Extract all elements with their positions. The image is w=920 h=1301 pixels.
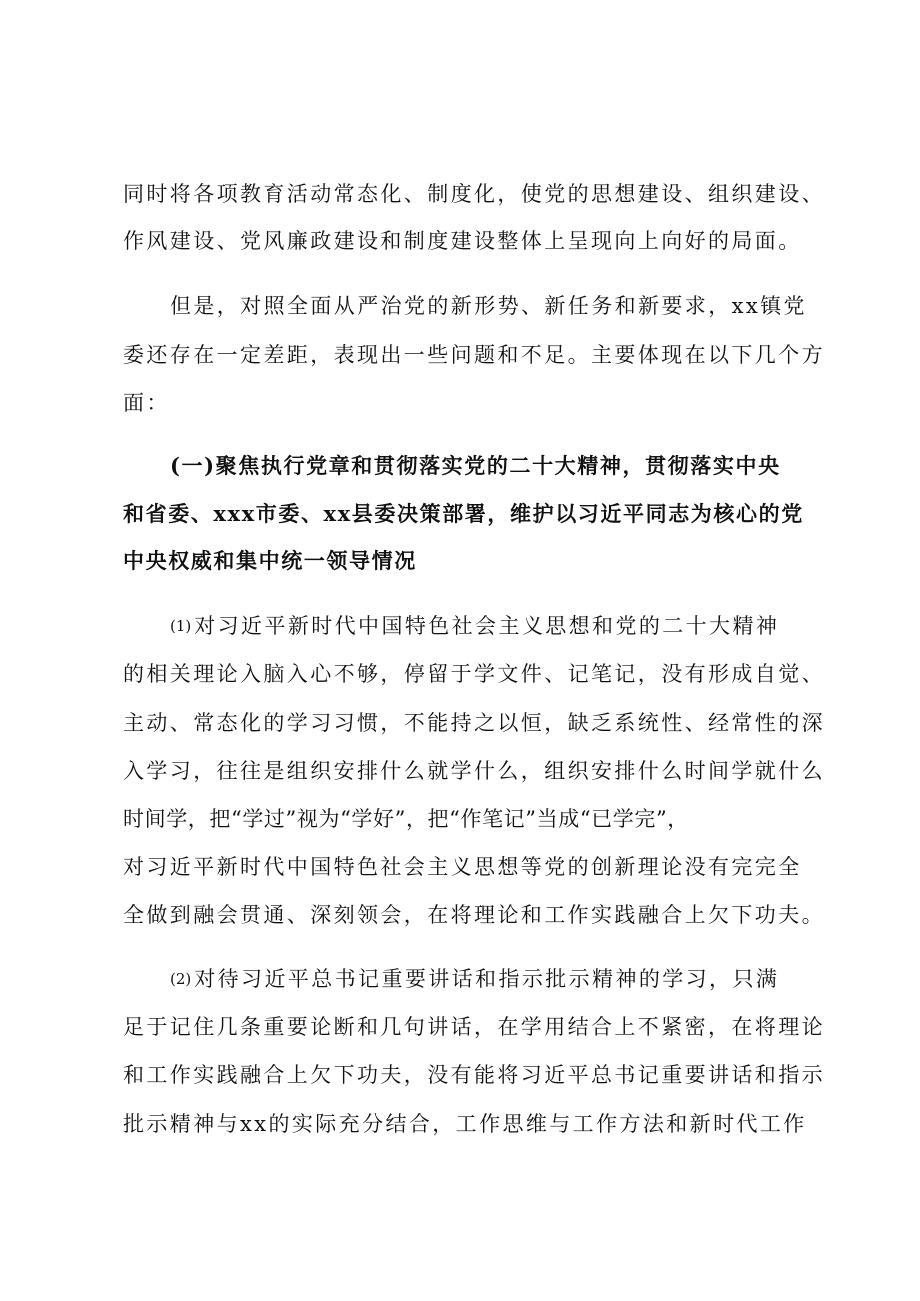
paragraph-line: 面： [123,391,170,415]
paragraph-line: 足于记住几条重要论断和几句讲话，在学用结合上不紧密，在将理论 [123,1015,825,1039]
list-item-first-line [170,612,823,640]
paragraph-line: 主动、常态化的学习习惯，不能持之以恒，缺乏系统性、经常性的深 [123,711,825,735]
paragraph-line: 但是，对照全面从严治党的新形势、新任务和新要求，xx镇党 [170,294,807,318]
paragraph-line: 对待习近平总书记重要讲话和指示批示精神的学习，只满 [194,967,780,991]
paragraph-line: 批示精神与xx的实际充分结合，工作思维与工作方法和新时代工作 [123,1112,807,1136]
heading-line: (一)聚焦执行党章和贯彻落实党的二十大精神，贯彻落实中央 [170,453,781,478]
paragraph-line: 委还存在一定差距，表现出一些问题和不足。主要体现在以下几个方 [123,343,825,367]
paragraph-line: 和工作实践融合上欠下功夫，没有能将习近平总书记重要讲话和指示 [123,1063,825,1087]
paragraph-line: 入学习，往往是组织安排什么就学什么，组织安排什么时间学就什么 [123,759,825,783]
paragraph-line: 对习近平新时代中国特色社会主义思想等党的创新理论没有完完全 [123,855,802,879]
list-item-number: (2) [170,970,192,988]
list-item-number: (1) [170,617,192,635]
paragraph-line: 全做到融会贯通、深刻领会，在将理论和工作实践融合上欠下功夫。 [123,903,825,927]
paragraph-line: 时间学，把“学过”视为“学好”，把“作笔记”当成“已学完”， [123,807,689,831]
paragraph-line: 对习近平新时代中国特色社会主义思想和党的二十大精神 [194,614,780,638]
paragraph-line: 作风建设、党风廉政建设和制度建设整体上呈现向上向好的局面。 [123,229,802,253]
list-item-first-line [170,965,823,993]
paragraph-line: 的相关理论入脑入心不够，停留于学文件、记笔记，没有形成自觉、 [123,662,825,686]
heading-line: 和省委、xxx市委、xx县委决策部署，维护以习近平同志为核心的党 [123,501,804,526]
heading-line: 中央权威和集中统一领导情况 [123,548,417,573]
paragraph-line: 同时将各项教育活动常态化、制度化，使党的思想建设、组织建设、 [123,182,825,206]
